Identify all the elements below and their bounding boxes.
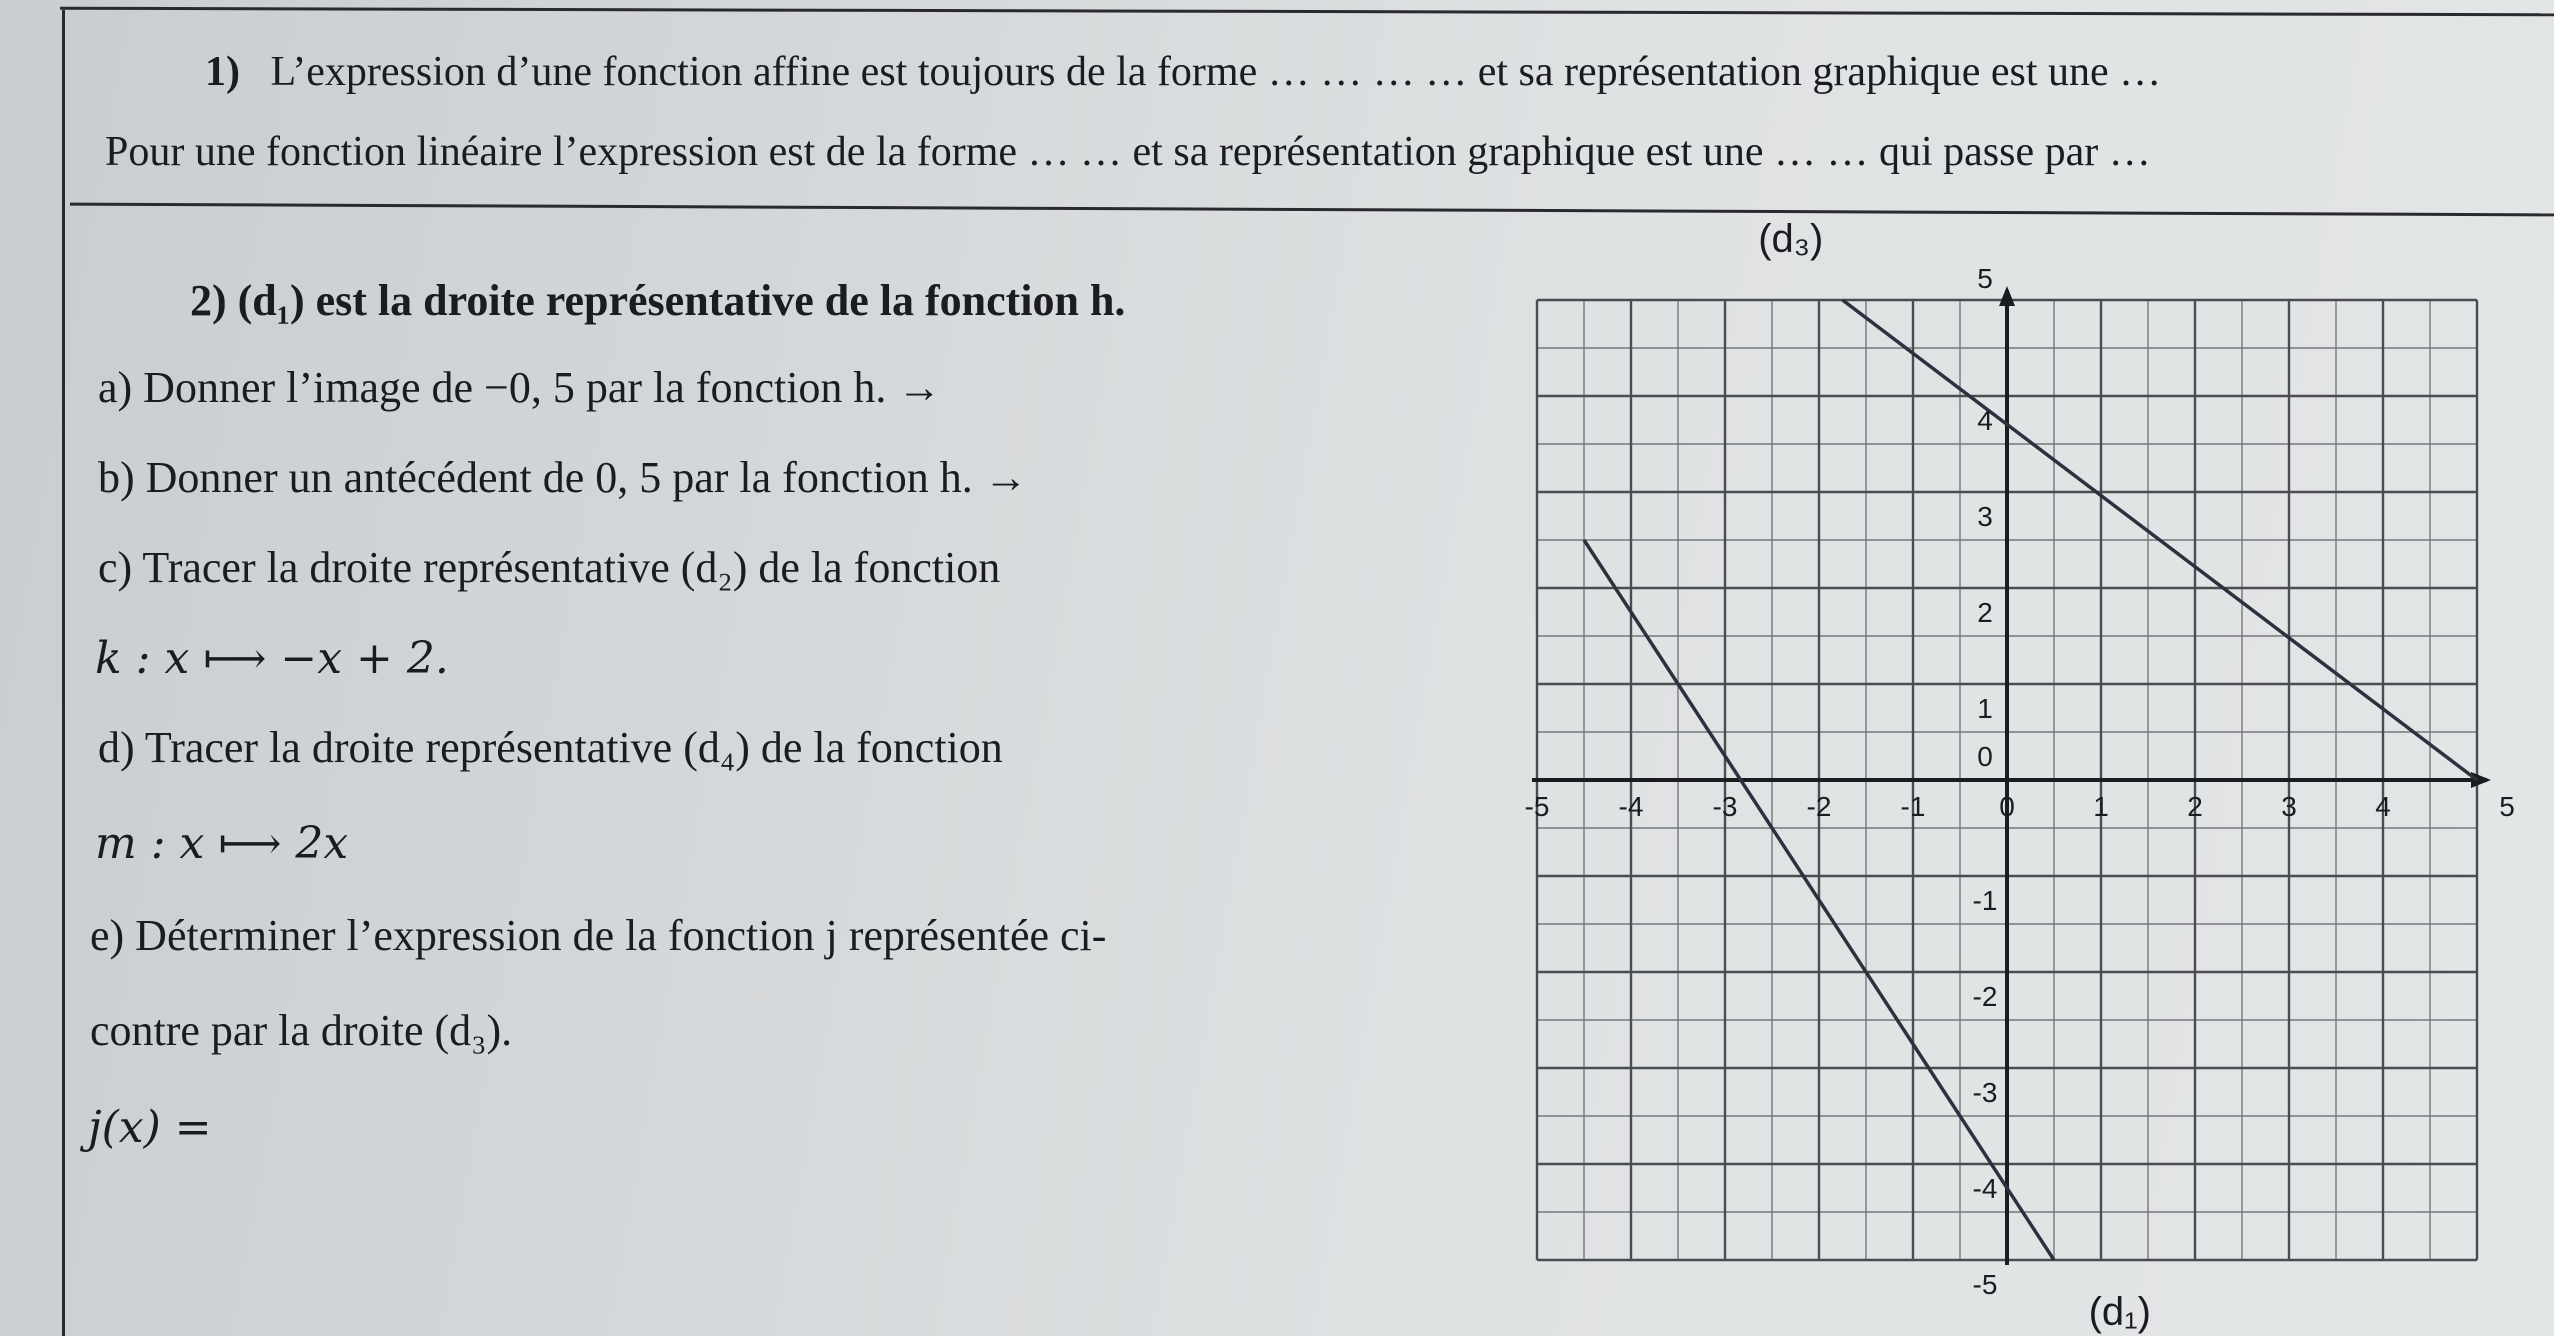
item-c: c) Tracer la droite représentative (d₂) de la fonction [98,543,1001,592]
item-e-continued: contre par la droite (d₃). [90,1006,513,1055]
y-tick-label: 3 [1977,501,1993,532]
y-tick-label: 5 [1977,263,1993,294]
x-tick-label: -3 [1712,791,1738,822]
label-d1: (d₁) [2088,1290,2151,1334]
item-c-expression: k : x ⟼ −x + 2. [95,633,449,684]
y-tick-label: -2 [1972,981,1998,1012]
x-tick-label: 0 [1999,791,2015,822]
item-e: e) Déterminer l’expression de la fonction j représentée ci- [90,911,1107,960]
y-tick-label: 1 [1977,693,1993,724]
item-a: a) Donner l’image de −0, 5 par la fonction h. → [98,363,942,412]
item-b: b) Donner un antécédent de 0, 5 par la fonction h. → [98,453,1028,502]
axes [1532,286,2491,1265]
label-d3: (d₃) [1758,217,1824,261]
y-tick-label: 4 [1977,405,1993,436]
question-2-title: 2) (d₁) est la droite représentative de la fonction h. [190,276,1126,325]
y-tick-label: -4 [1972,1173,1998,1204]
x-tick-label: -5 [1524,791,1550,822]
y-tick-label: 2 [1977,597,1993,628]
question-1-line-2: Pour une fonction linéaire l’expression est de la forme … … et sa représentation graphique est une … … qui passe par … [105,129,2151,175]
y-tick-label: -3 [1972,1077,1998,1108]
x-tick-label: 2 [2187,791,2203,822]
y-axis-arrow-icon [1999,286,2015,306]
x-tick-label: 1 [2093,791,2109,822]
x-tick-label: -1 [1900,791,1926,822]
item-d: d) Tracer la droite représentative (d₄) de la fonction [98,723,1003,772]
x-tick-label: -2 [1806,791,1832,822]
y-tick-label: -5 [1972,1269,1998,1300]
x-tick-label: 3 [2281,791,2297,822]
x-axis-arrow-icon [2471,772,2491,788]
question-1-text: L’expression d’une fonction affine est toujours de la forme … … … … et sa représentation graphique est une … [270,49,2162,95]
answer-line: j(x) = [88,1102,212,1153]
x-tick-label: 5 [2499,791,2515,822]
y-tick-label: 0 [1977,741,1993,772]
y-tick-label: -1 [1972,885,1998,916]
x-tick-label: -4 [1618,791,1644,822]
x-tick-label: 4 [2375,791,2391,822]
item-d-expression: m : x ⟼ 2x [95,818,349,869]
question-1-number: 1) [205,49,240,95]
